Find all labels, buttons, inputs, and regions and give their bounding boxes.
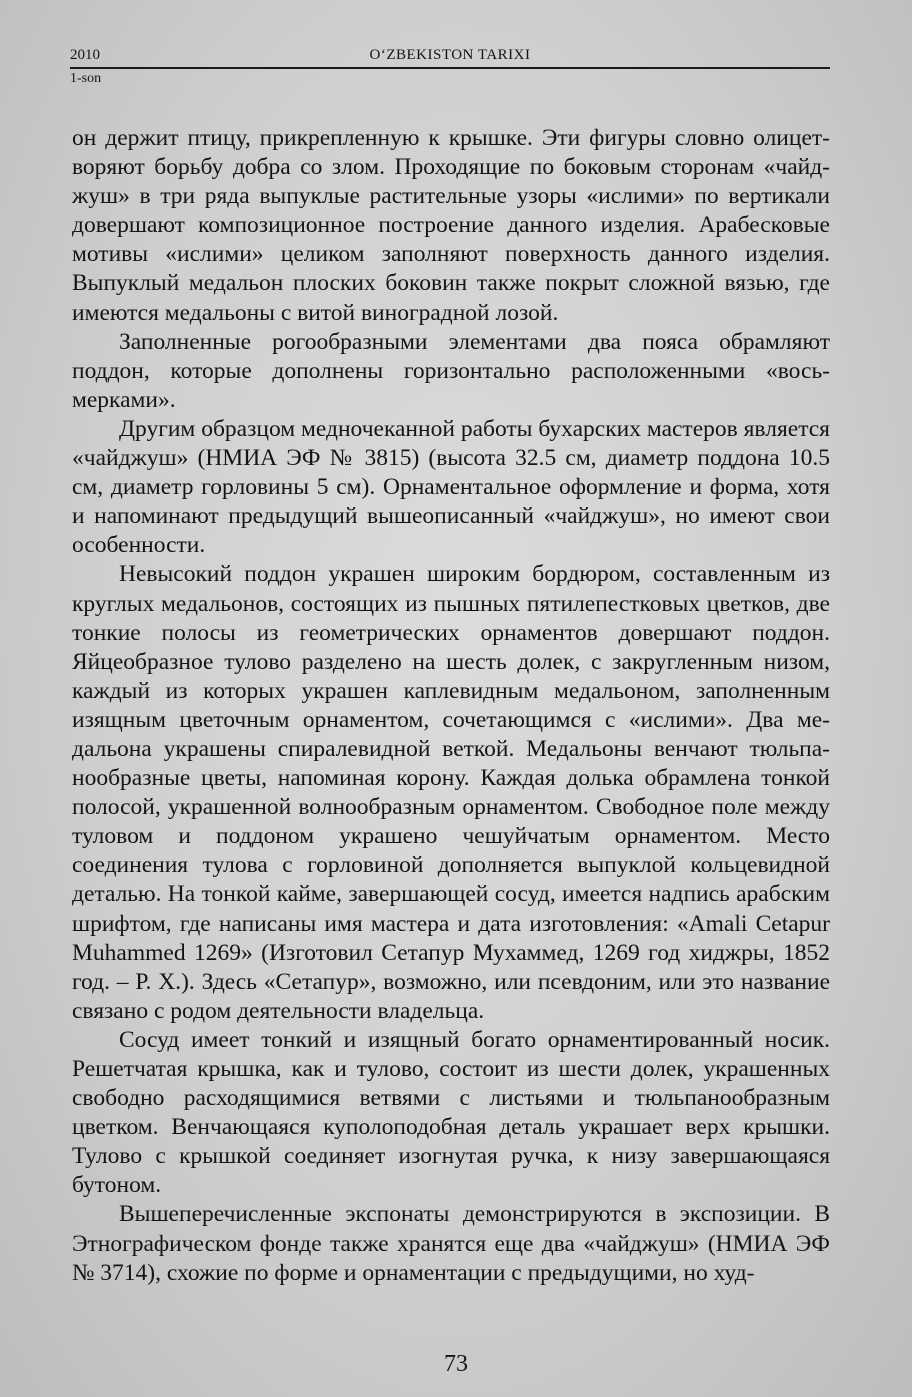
paragraph-3: Другим образцом медночеканной работы бухарских мастеров является «чайджуш» (НМИА ЭФ № 3815) (высота 32.5 см, диаметр поддона 10.5 см, диаметр горловины 5 см). Орнаментальное оформление и форма, хотя и напоминают предыдущий вышеописанный «чайджуш», но имеют свои особенности. xyxy=(72,415,830,559)
running-header xyxy=(70,46,830,92)
paragraph-1: он держит птицу, прикрепленную к крышке. Эти фигуры словно олицетворяют борьбу добра со злом. Проходящие по боковым сторонам «чайджуш» в три ряда выпуклые растительные узоры «ислими» по вертикали довершают композиционное построение данного изделия. Арабесковые мотивы «ислими» целиком заполняют поверхность данного изделия. Выпуклый медальон плоских боковин также покрыт сложной вязью, где имеются медальоны с витой виноградной лозой. xyxy=(72,125,830,326)
paragraph-5: Сосуд имеет тонкий и изящный богато орнаментированный носик. Решетчатая крышка, как и тулово, состоит из шести долек, украшенных свободно расходящимися ветвями с листьями и тюльпанообразным цветком. Венчающаяся куполоподобная деталь украшает верх крышки. Тулово с крышкой соединяет изогнутая ручка, к низу завершающаяся бутоном. xyxy=(72,1026,830,1199)
paragraph-4: Невысокий поддон украшен широким бордюром, составленным из круглых медальонов, состоящих из пышных пятилепестковых цветков, две тонкие полосы из геометрических орнаментов довершают поддон. Яйцеобразное тулово разделено на шесть долек, с закругленным низом, каждый из которых украшен каплевидным медальоном, заполненным изящным цветочным орнаментом, сочетающимся с «ислими». Два медальона украшены спиралевидной веткой. Медальоны венчают тюльпанообразные цветы, напоминая корону. Каждая долька обрамлена тонкой полосой, украшенной волнообразным орнаментом. Свободное поле между туловом и поддоном украшено чешуйчатым орнаментом. Место соединения тулова с горловиной дополняется выпуклой кольцевидной деталью. На тонкой кайме, завершающей сосуд, имеется надпись арабским шрифтом, где написаны имя мастера и дата изготовления: «Amali Cetapur Muhammed 1269» (Изготовил Сетапур Мухаммед, 1269 год хиджры, 1852 год. – Р. Х.). Здесь «Сетапур», возможно, или псевдоним, или это название связано с родом деятельности владельца. xyxy=(72,561,830,1024)
header-issue: 1-son xyxy=(70,71,102,86)
paragraph-6: Вышеперечисленные экспонаты демонстрируются в экспозиции. В Этнографическом фонде также хранятся еще два «чайджуш» (НМИА ЭФ № 3714), схожие по форме и орнаментации с предыдущими, но худ- xyxy=(72,1201,830,1286)
body-text xyxy=(72,124,830,1288)
header-journal-title: O‘ZBEKISTON TARIXI xyxy=(369,47,531,63)
paragraph-2: Заполненные рогообразными элементами два пояса обрамляют поддон, которые дополнены горизонтально расположенными «восьмерками». xyxy=(72,328,830,413)
header-rule xyxy=(70,67,830,69)
header-year: 2010 xyxy=(70,47,100,63)
page-number: 73 xyxy=(444,1351,468,1377)
